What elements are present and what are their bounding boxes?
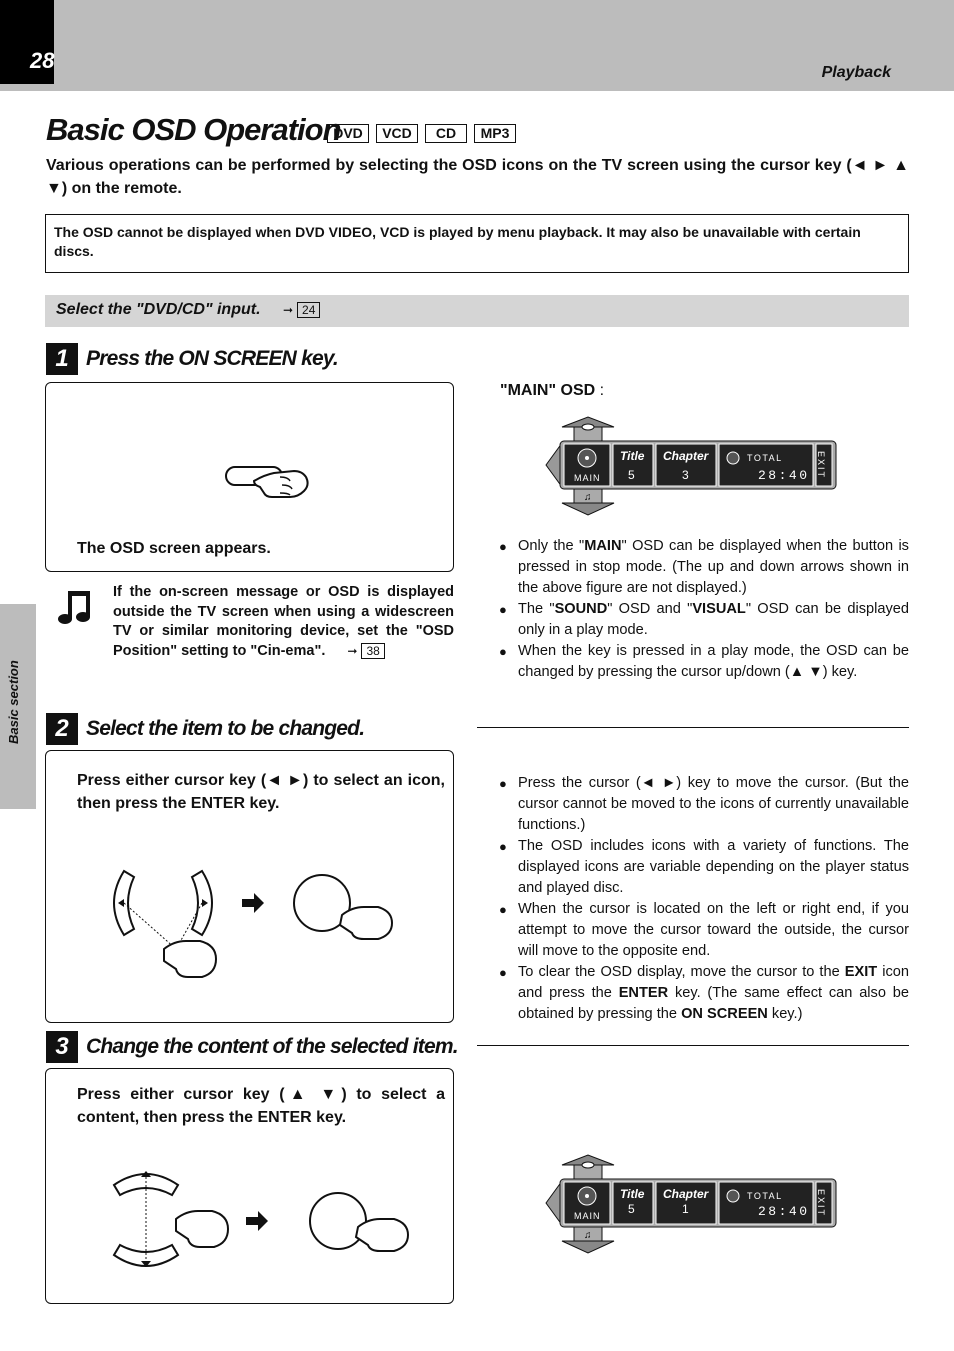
ref-arrow-icon: ➞	[282, 303, 294, 317]
osd-main-label: MAIN	[574, 1211, 601, 1221]
input-bar-text: Select the "DVD/CD" input.	[56, 301, 261, 318]
step-2-panel	[45, 750, 454, 1023]
step-title: Select the item to be changed.	[86, 717, 365, 740]
badge-mp3: MP3	[474, 124, 516, 143]
section-name: Playback	[821, 64, 891, 81]
osd-exit-label: EXIT	[816, 451, 826, 480]
eye-icon	[582, 424, 594, 430]
step-title: Change the content of the selected item.	[86, 1035, 458, 1058]
step-2-heading	[46, 713, 364, 745]
page-number: 28	[0, 0, 54, 84]
list-item: ● Only the "MAIN" OSD can be displayed when the button is pressed in stop mode. (The up and down arrows shown in the above figure are not displayed.)	[499, 536, 909, 599]
osd-time: 28:40	[758, 468, 810, 483]
divider	[477, 1045, 909, 1046]
side-tab	[0, 604, 36, 809]
osd-chapter-number: 3	[682, 468, 689, 482]
intro-text: Various operations can be performed by selecting the OSD icons on the TV screen using the cursor key (◄ ► ▲ ▼) on the remote.	[46, 157, 909, 197]
notice-box: The OSD cannot be displayed when DVD VIDEO, VCD is played by menu playback. It may also be unavailable with certain discs.	[45, 214, 909, 273]
music-note-icon: ♫	[584, 1230, 592, 1241]
step-title: Press the ON SCREEN key.	[86, 347, 338, 370]
step-1-heading	[46, 343, 338, 375]
right-arrow-icon	[242, 893, 264, 913]
step-number: 1	[46, 343, 78, 375]
disc-badges	[327, 124, 516, 143]
osd-chapter-label: Chapter	[663, 449, 709, 463]
step-number: 2	[46, 713, 78, 745]
step-number: 3	[46, 1031, 78, 1063]
ref-arrow-icon: ➞	[347, 643, 358, 658]
main-osd-heading-text: "MAIN" OSD	[500, 382, 596, 399]
step-1-panel	[45, 382, 454, 572]
osd-chapter-label: Chapter	[663, 1187, 709, 1201]
main-osd-display-2	[540, 1151, 840, 1257]
osd-total-label: TOTAL	[747, 453, 783, 463]
osd-position-note	[113, 583, 454, 661]
divider	[477, 727, 909, 728]
eye-icon	[582, 1162, 594, 1168]
list-item: ● The OSD includes icons with a variety of functions. The displayed icons are variable depending on the player status and played disc.	[499, 836, 909, 899]
cursor-up-down-illustration	[110, 1163, 410, 1275]
osd-title-number: 5	[628, 468, 635, 482]
osd-main-label: MAIN	[574, 473, 601, 483]
badge-cd: CD	[425, 124, 467, 143]
main-osd-heading	[500, 382, 604, 400]
page-title: Basic OSD Operation	[46, 112, 341, 147]
on-screen-key-icon	[224, 461, 314, 505]
music-note-icon: ♫	[584, 492, 592, 503]
step-3-panel	[45, 1068, 454, 1304]
input-bar	[45, 295, 909, 327]
list-item: ● When the key is pressed in a play mode, the OSD can be changed by pressing the cursor up/down (▲ ▼) key.	[499, 641, 909, 683]
osd-title-label: Title	[620, 1187, 645, 1201]
badge-vcd: VCD	[376, 124, 418, 143]
badge-dvd: DVD	[327, 124, 369, 143]
list-item: ● When the cursor is located on the left or right end, if you attempt to move the cursor toward the outside, the cursor will move to the opposite end.	[499, 899, 909, 962]
list-item: ● The "SOUND" OSD and "VISUAL" OSD can be displayed only in a play mode.	[499, 599, 909, 641]
panel-text: Press either cursor key (◄ ►) to select an icon, then press the ENTER key.	[77, 772, 445, 812]
step-3-heading	[46, 1031, 458, 1063]
cursor-left-right-illustration	[104, 869, 424, 979]
side-tab-label: Basic section	[6, 660, 21, 744]
cursor-notes	[499, 773, 909, 1025]
right-arrow-icon	[246, 1211, 268, 1231]
osd-total-label: TOTAL	[747, 1191, 783, 1201]
main-osd-notes	[499, 536, 909, 683]
osd-exit-label: EXIT	[816, 1189, 826, 1218]
panel-text: Press either cursor key (▲ ▼) to select a content, then press the ENTER key.	[77, 1086, 445, 1126]
music-note-icon	[58, 588, 94, 628]
osd-title-number: 5	[628, 1202, 635, 1216]
list-item: ● To clear the OSD display, move the cursor to the EXIT icon and press the ENTER key. (The same effect can also be obtained by pressing the ON SCREEN key.)	[499, 962, 909, 1025]
heading-colon: :	[595, 382, 605, 399]
osd-chapter-number: 1	[682, 1202, 689, 1216]
page-ref: 38	[361, 643, 384, 659]
osd-title-label: Title	[620, 449, 645, 463]
list-item: ● Press the cursor (◄ ►) key to move the cursor. (But the cursor cannot be moved to the icons of currently unavailable functions.)	[499, 773, 909, 836]
page-ref: 24	[297, 302, 320, 318]
note-text: If the on-screen message or OSD is displayed outside the TV screen when using a widescreen TV or similar monitoring device, set the "OSD Position" setting to "Cin-ema".	[113, 584, 454, 659]
panel-text: The OSD screen appears.	[77, 540, 271, 557]
page-header	[0, 0, 954, 91]
main-osd-display-1	[540, 413, 840, 519]
osd-time: 28:40	[758, 1204, 810, 1219]
